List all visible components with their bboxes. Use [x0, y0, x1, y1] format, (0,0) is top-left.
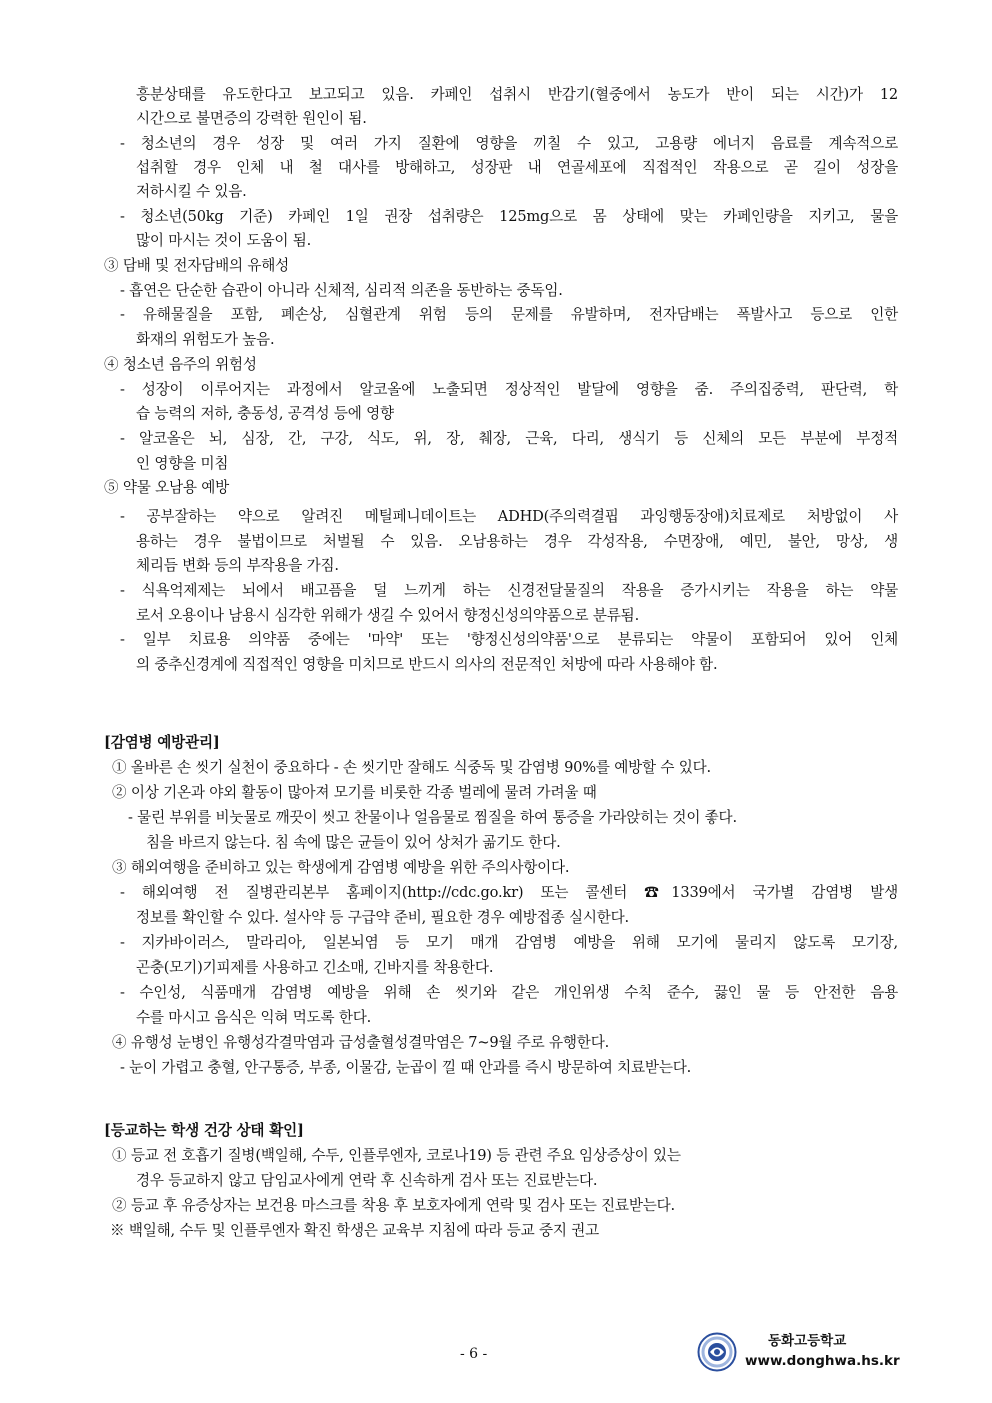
body-line-20: 체리듬 변화 등의 부작용을 가짐.: [136, 557, 339, 574]
infection-line-11: 수를 마시고 음식은 익혀 먹도록 한다.: [136, 1009, 372, 1026]
infection-line-13: - 눈이 가렵고 충혈, 안구통증, 부종, 이물감, 눈곱이 낄 때 안과를 즉시 방문하여 치료받는다.: [120, 1059, 692, 1076]
page-number: - 6 -: [460, 1346, 488, 1362]
body-line-21: - 식욕억제제는 뇌에서 배고픔을 덜 느끼게 하는 신경전달물질의 작용을 증가시키는 작용을 하는 약물: [120, 582, 898, 599]
body-line-18: - 공부잘하는 약으로 알려진 메틸페니데이트는 ADHD(주의력결핍 과잉행동장애)치료제로 처방없이 사: [120, 508, 898, 525]
infection-line-8: - 지카바이러스, 말라리아, 일본뇌염 등 모기 매개 감염병 예방을 위해 모기에 물리지 않도록 모기장,: [120, 934, 898, 951]
infection-line-12: ④ 유행성 눈병인 유행성각결막염과 급성출혈성결막염은 7~9월 주로 유행한다.: [112, 1034, 610, 1051]
body-line-5: 저하시킬 수 있음.: [136, 183, 247, 200]
body-line-15: - 알코올은 뇌, 심장, 간, 구강, 식도, 위, 장, 췌장, 근육, 다리, 생식기 등 신체의 모든 부분에 부정적: [120, 430, 898, 447]
body-line-14: 습 능력의 저하, 충동성, 공격성 등에 영향: [136, 405, 394, 422]
body-line-3: - 청소년의 경우 성장 및 여러 가지 질환에 영향을 끼칠 수 있고, 고용량 에너지 음료를 계속적으로: [120, 135, 898, 152]
body-line-13: - 성장이 이루어지는 과정에서 알코올에 노출되면 정상적인 발달에 영향을 줌. 주의집중력, 판단력, 학: [120, 381, 898, 398]
infection-line-4: 침을 바르지 않는다. 침 속에 많은 균들이 있어 상처가 곪기도 한다.: [146, 834, 561, 851]
infection-line-6: - 해외여행 전 질병관리본부 홈페이지(http://cdc.go.kr) 또는 콜센터 ☎1339에서 국가별 감염병 발생: [120, 884, 898, 901]
health-line-1: ① 등교 전 호흡기 질병(백일해, 수두, 인플루엔자, 코로나19) 등 관련 주요 임상증상이 있는: [112, 1147, 681, 1164]
body-line-7: 많이 마시는 것이 도움이 됨.: [136, 232, 312, 249]
body-line-22: 로서 오용이나 남용시 심각한 위해가 생길 수 있어서 향정신성의약품으로 분류됨.: [136, 607, 640, 624]
school-name: 동화고등학교: [768, 1333, 847, 1349]
body-line-19: 용하는 경우 불법이므로 처벌될 수 있음. 오남용하는 경우 각성작용, 수면장애, 예민, 불안, 망상, 생: [136, 533, 898, 550]
school-logo-icon: [697, 1332, 737, 1372]
body-line-24: 의 중추신경계에 직접적인 영향을 미치므로 반드시 의사의 전문적인 처방에 따라 사용해야 함.: [136, 656, 718, 673]
infection-line-3: - 물린 부위를 비눗물로 깨끗이 씻고 찬물이나 얼음물로 찜질을 하여 통증을 가라앉히는 것이 좋다.: [128, 809, 737, 826]
body-line-2: 시간으로 불면증의 강력한 원인이 됨.: [136, 110, 367, 127]
health-line-2: 경우 등교하지 않고 담임교사에게 연락 후 신속하게 검사 또는 진료받는다.: [136, 1172, 598, 1189]
body-line-9: - 흡연은 단순한 습관이 아니라 신체적, 심리적 의존을 동반하는 중독임.: [120, 282, 563, 299]
body-line-11: 화재의 위험도가 높음.: [136, 331, 275, 348]
section-title-health-check: [등교하는 학생 건강 상태 확인]: [104, 1122, 304, 1139]
school-url[interactable]: www.donghwa.hs.kr: [745, 1353, 900, 1369]
section-title-infection: [감염병 예방관리]: [104, 734, 220, 751]
item-heading-drugs: ⑤ 약물 오남용 예방: [104, 479, 229, 496]
infection-line-7: 정보를 확인할 수 있다. 설사약 등 구급약 준비, 필요한 경우 예방접종 실시한다.: [136, 909, 629, 926]
health-line-4: ※ 백일해, 수두 및 인플루엔자 확진 학생은 교육부 지침에 따라 등교 중지 권고: [110, 1222, 600, 1239]
health-line-3: ② 등교 후 유증상자는 보건용 마스크를 착용 후 보호자에게 연락 및 검사 또는 진료받는다.: [112, 1197, 675, 1214]
body-line-1: 흥분상태를 유도한다고 보고되고 있음. 카페인 섭취시 반감기(혈중에서 농도가 반이 되는 시간)가 12: [136, 86, 898, 103]
infection-line-1: ① 올바른 손 씻기 실천이 중요하다 - 손 씻기만 잘해도 식중독 및 감염병 90%를 예방할 수 있다.: [112, 759, 711, 776]
body-line-10: - 유해물질을 포함, 폐손상, 심혈관계 위험 등의 문제를 유발하며, 전자담배는 폭발사고 등으로 인한: [120, 306, 898, 323]
body-line-6: - 청소년(50kg 기준) 카페인 1일 권장 섭취량은 125mg으로 몸 상태에 맞는 카페인량을 지키고, 물을: [120, 208, 898, 225]
infection-line-5: ③ 해외여행을 준비하고 있는 학생에게 감염병 예방을 위한 주의사항이다.: [112, 859, 570, 876]
infection-line-10: - 수인성, 식품매개 감염병 예방을 위해 손 씻기와 같은 개인위생 수칙 준수, 끓인 물 등 안전한 음용: [120, 984, 898, 1001]
body-line-4: 섭취할 경우 인체 내 철 대사를 방해하고, 성장판 내 연골세포에 직접적인 작용으로 곧 길이 성장을: [136, 159, 898, 176]
infection-line-2: ② 이상 기온과 야외 활동이 많아져 모기를 비롯한 각종 벌레에 물려 가려울 때: [112, 784, 597, 801]
item-heading-smoking: ③ 담배 및 전자담배의 유해성: [104, 257, 290, 274]
infection-line-9: 곤충(모기)기피제를 사용하고 긴소매, 긴바지를 착용한다.: [136, 959, 494, 976]
body-line-23: - 일부 치료용 의약품 중에는 '마약' 또는 '향정신성의약품'으로 분류되는 약물이 포함되어 있어 인체: [120, 631, 898, 648]
body-line-16: 인 영향을 미침: [136, 455, 229, 472]
item-heading-drinking: ④ 청소년 음주의 위험성: [104, 356, 257, 373]
